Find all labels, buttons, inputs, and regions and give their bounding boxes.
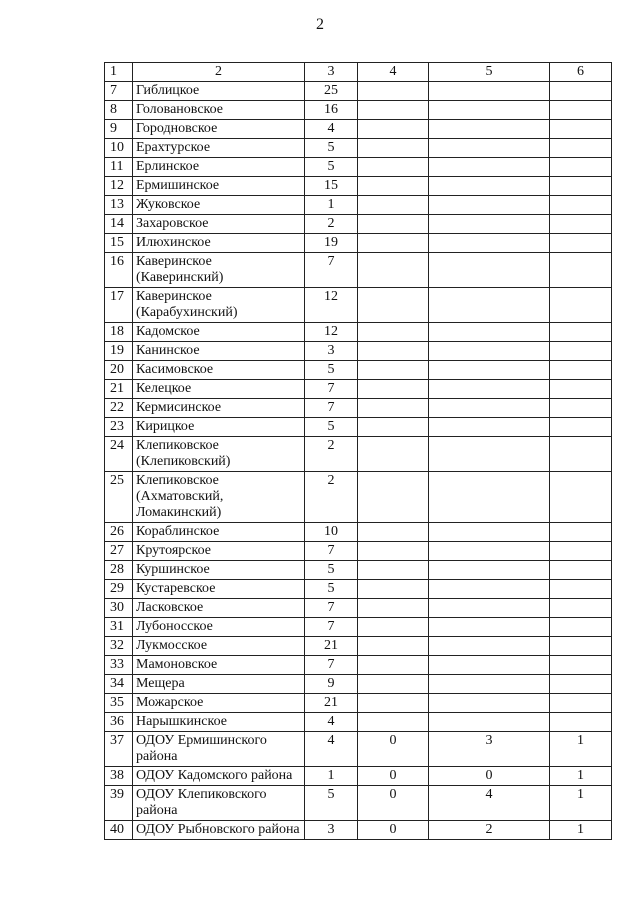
cell-c6 bbox=[550, 418, 612, 437]
cell-c3: 2 bbox=[305, 472, 358, 523]
cell-c4 bbox=[358, 523, 429, 542]
header-cell: 4 bbox=[358, 63, 429, 82]
table-row bbox=[105, 288, 612, 323]
table-row bbox=[105, 472, 612, 523]
cell-name: Мамоновское bbox=[133, 656, 305, 675]
cell-name: Клепиковское (Клепиковский) bbox=[133, 437, 305, 472]
cell-c4 bbox=[358, 82, 429, 101]
cell-c3: 2 bbox=[305, 437, 358, 472]
cell-n: 15 bbox=[105, 234, 133, 253]
cell-c4: 0 bbox=[358, 732, 429, 767]
cell-n: 17 bbox=[105, 288, 133, 323]
cell-c5 bbox=[429, 158, 550, 177]
table-row bbox=[105, 139, 612, 158]
cell-c4 bbox=[358, 234, 429, 253]
table-row bbox=[105, 618, 612, 637]
cell-c6 bbox=[550, 542, 612, 561]
cell-c3: 7 bbox=[305, 542, 358, 561]
cell-c5 bbox=[429, 215, 550, 234]
cell-c6 bbox=[550, 437, 612, 472]
cell-n: 18 bbox=[105, 323, 133, 342]
cell-c6: 1 bbox=[550, 767, 612, 786]
cell-name: Кермисинское bbox=[133, 399, 305, 418]
cell-c6 bbox=[550, 523, 612, 542]
cell-c4 bbox=[358, 472, 429, 523]
cell-name: Лукмосское bbox=[133, 637, 305, 656]
cell-c4 bbox=[358, 542, 429, 561]
table-row bbox=[105, 561, 612, 580]
table-row bbox=[105, 177, 612, 196]
cell-c4 bbox=[358, 713, 429, 732]
cell-c6 bbox=[550, 196, 612, 215]
table-row bbox=[105, 253, 612, 288]
cell-c5: 0 bbox=[429, 767, 550, 786]
cell-c4 bbox=[358, 580, 429, 599]
cell-name: Кирицкое bbox=[133, 418, 305, 437]
cell-c3: 4 bbox=[305, 713, 358, 732]
cell-name: Крутоярское bbox=[133, 542, 305, 561]
cell-c5 bbox=[429, 675, 550, 694]
table-row bbox=[105, 599, 612, 618]
cell-name: Клепиковское (Ахматовский, Ломакинский) bbox=[133, 472, 305, 523]
table-row bbox=[105, 196, 612, 215]
cell-n: 20 bbox=[105, 361, 133, 380]
cell-c4 bbox=[358, 361, 429, 380]
table-row bbox=[105, 637, 612, 656]
cell-n: 28 bbox=[105, 561, 133, 580]
cell-n: 12 bbox=[105, 177, 133, 196]
cell-c6 bbox=[550, 288, 612, 323]
cell-c6 bbox=[550, 618, 612, 637]
cell-name: Кадомское bbox=[133, 323, 305, 342]
cell-c4 bbox=[358, 158, 429, 177]
cell-c5: 3 bbox=[429, 732, 550, 767]
cell-c4 bbox=[358, 618, 429, 637]
cell-c5 bbox=[429, 561, 550, 580]
cell-c3: 7 bbox=[305, 253, 358, 288]
cell-c5 bbox=[429, 342, 550, 361]
table-row bbox=[105, 767, 612, 786]
cell-n: 24 bbox=[105, 437, 133, 472]
cell-n: 27 bbox=[105, 542, 133, 561]
cell-n: 10 bbox=[105, 139, 133, 158]
cell-n: 25 bbox=[105, 472, 133, 523]
cell-c5 bbox=[429, 542, 550, 561]
cell-c4 bbox=[358, 675, 429, 694]
cell-c3: 15 bbox=[305, 177, 358, 196]
cell-name: Городновское bbox=[133, 120, 305, 139]
cell-c3: 3 bbox=[305, 821, 358, 840]
cell-c6: 1 bbox=[550, 732, 612, 767]
cell-c5 bbox=[429, 253, 550, 288]
cell-name: Лубоносское bbox=[133, 618, 305, 637]
cell-c5 bbox=[429, 120, 550, 139]
cell-c4 bbox=[358, 380, 429, 399]
table-row bbox=[105, 523, 612, 542]
cell-name: Ерлинское bbox=[133, 158, 305, 177]
cell-c5 bbox=[429, 380, 550, 399]
cell-n: 35 bbox=[105, 694, 133, 713]
cell-c6 bbox=[550, 82, 612, 101]
cell-c5 bbox=[429, 101, 550, 120]
cell-name: Каверинское (Каверинский) bbox=[133, 253, 305, 288]
cell-c3: 5 bbox=[305, 158, 358, 177]
cell-c4 bbox=[358, 418, 429, 437]
cell-c5 bbox=[429, 637, 550, 656]
cell-name: Нарышкинское bbox=[133, 713, 305, 732]
cell-c4 bbox=[358, 120, 429, 139]
table-row bbox=[105, 361, 612, 380]
cell-c4 bbox=[358, 694, 429, 713]
cell-n: 36 bbox=[105, 713, 133, 732]
cell-c6 bbox=[550, 694, 612, 713]
cell-c6 bbox=[550, 599, 612, 618]
cell-c4 bbox=[358, 196, 429, 215]
cell-c6 bbox=[550, 342, 612, 361]
cell-c6 bbox=[550, 361, 612, 380]
cell-c4 bbox=[358, 561, 429, 580]
table-row bbox=[105, 656, 612, 675]
cell-c4: 0 bbox=[358, 767, 429, 786]
cell-name: ОДОУ Ермишинского района bbox=[133, 732, 305, 767]
table-row bbox=[105, 694, 612, 713]
cell-name: Ермишинское bbox=[133, 177, 305, 196]
cell-n: 14 bbox=[105, 215, 133, 234]
cell-n: 16 bbox=[105, 253, 133, 288]
table-row bbox=[105, 342, 612, 361]
cell-c3: 7 bbox=[305, 656, 358, 675]
cell-c3: 7 bbox=[305, 380, 358, 399]
cell-c4 bbox=[358, 637, 429, 656]
cell-c5 bbox=[429, 361, 550, 380]
cell-c4 bbox=[358, 599, 429, 618]
table-row bbox=[105, 437, 612, 472]
cell-c6 bbox=[550, 323, 612, 342]
cell-c6 bbox=[550, 215, 612, 234]
table-row bbox=[105, 713, 612, 732]
cell-c6: 1 bbox=[550, 821, 612, 840]
cell-c3: 7 bbox=[305, 399, 358, 418]
cell-c4 bbox=[358, 253, 429, 288]
header-cell: 5 bbox=[429, 63, 550, 82]
header-cell: 3 bbox=[305, 63, 358, 82]
cell-c5 bbox=[429, 323, 550, 342]
cell-n: 23 bbox=[105, 418, 133, 437]
cell-n: 32 bbox=[105, 637, 133, 656]
cell-c4 bbox=[358, 215, 429, 234]
table-row bbox=[105, 158, 612, 177]
table-row bbox=[105, 323, 612, 342]
cell-name: ОДОУ Клепиковского района bbox=[133, 786, 305, 821]
cell-c6 bbox=[550, 177, 612, 196]
cell-c4 bbox=[358, 342, 429, 361]
cell-c6 bbox=[550, 675, 612, 694]
table-row bbox=[105, 418, 612, 437]
cell-c4 bbox=[358, 288, 429, 323]
cell-n: 33 bbox=[105, 656, 133, 675]
cell-name: Кораблинское bbox=[133, 523, 305, 542]
table-row bbox=[105, 120, 612, 139]
cell-c4 bbox=[358, 656, 429, 675]
cell-c3: 16 bbox=[305, 101, 358, 120]
cell-c5 bbox=[429, 599, 550, 618]
table-row bbox=[105, 399, 612, 418]
table-row bbox=[105, 101, 612, 120]
table-row bbox=[105, 380, 612, 399]
cell-n: 39 bbox=[105, 786, 133, 821]
cell-c4 bbox=[358, 437, 429, 472]
cell-n: 30 bbox=[105, 599, 133, 618]
data-table bbox=[104, 62, 612, 840]
cell-c5 bbox=[429, 618, 550, 637]
cell-c5 bbox=[429, 580, 550, 599]
cell-c3: 5 bbox=[305, 580, 358, 599]
table-header-row bbox=[105, 63, 612, 82]
cell-c3: 7 bbox=[305, 599, 358, 618]
cell-name: Куршинское bbox=[133, 561, 305, 580]
cell-n: 26 bbox=[105, 523, 133, 542]
cell-c5 bbox=[429, 177, 550, 196]
cell-n: 11 bbox=[105, 158, 133, 177]
cell-c6 bbox=[550, 253, 612, 288]
cell-c3: 7 bbox=[305, 618, 358, 637]
cell-c5 bbox=[429, 437, 550, 472]
cell-c3: 5 bbox=[305, 786, 358, 821]
cell-c5 bbox=[429, 694, 550, 713]
cell-c6 bbox=[550, 120, 612, 139]
cell-name: Кустаревское bbox=[133, 580, 305, 599]
cell-c4 bbox=[358, 139, 429, 158]
cell-n: 7 bbox=[105, 82, 133, 101]
cell-c5 bbox=[429, 523, 550, 542]
cell-c3: 21 bbox=[305, 694, 358, 713]
cell-n: 31 bbox=[105, 618, 133, 637]
table-row bbox=[105, 732, 612, 767]
cell-c5 bbox=[429, 139, 550, 158]
cell-c6 bbox=[550, 656, 612, 675]
cell-name: Гиблицкое bbox=[133, 82, 305, 101]
header-cell: 1 bbox=[105, 63, 133, 82]
cell-c6 bbox=[550, 399, 612, 418]
cell-c6 bbox=[550, 380, 612, 399]
cell-name: Головановское bbox=[133, 101, 305, 120]
cell-c4: 0 bbox=[358, 786, 429, 821]
cell-c3: 10 bbox=[305, 523, 358, 542]
cell-c5 bbox=[429, 234, 550, 253]
cell-c4 bbox=[358, 323, 429, 342]
cell-c5 bbox=[429, 399, 550, 418]
cell-c5 bbox=[429, 713, 550, 732]
cell-c4 bbox=[358, 177, 429, 196]
cell-c5: 2 bbox=[429, 821, 550, 840]
table-row bbox=[105, 82, 612, 101]
cell-c6: 1 bbox=[550, 786, 612, 821]
cell-c3: 5 bbox=[305, 139, 358, 158]
cell-c3: 1 bbox=[305, 196, 358, 215]
table-row bbox=[105, 542, 612, 561]
cell-c6 bbox=[550, 101, 612, 120]
cell-name: ОДОУ Рыбновского района bbox=[133, 821, 305, 840]
cell-n: 34 bbox=[105, 675, 133, 694]
cell-name: Мещера bbox=[133, 675, 305, 694]
cell-c3: 1 bbox=[305, 767, 358, 786]
table-row bbox=[105, 675, 612, 694]
cell-c5 bbox=[429, 656, 550, 675]
cell-c5 bbox=[429, 196, 550, 215]
cell-c5 bbox=[429, 82, 550, 101]
cell-c4: 0 bbox=[358, 821, 429, 840]
cell-n: 13 bbox=[105, 196, 133, 215]
header-cell: 6 bbox=[550, 63, 612, 82]
cell-c3: 4 bbox=[305, 120, 358, 139]
cell-n: 19 bbox=[105, 342, 133, 361]
cell-c3: 2 bbox=[305, 215, 358, 234]
cell-n: 9 bbox=[105, 120, 133, 139]
cell-c5 bbox=[429, 288, 550, 323]
cell-name: Захаровское bbox=[133, 215, 305, 234]
cell-c3: 21 bbox=[305, 637, 358, 656]
header-cell: 2 bbox=[133, 63, 305, 82]
cell-c6 bbox=[550, 472, 612, 523]
cell-c3: 12 bbox=[305, 323, 358, 342]
cell-name: Ерахтурское bbox=[133, 139, 305, 158]
cell-c3: 9 bbox=[305, 675, 358, 694]
cell-name: Ласковское bbox=[133, 599, 305, 618]
cell-c3: 19 bbox=[305, 234, 358, 253]
cell-n: 37 bbox=[105, 732, 133, 767]
cell-n: 22 bbox=[105, 399, 133, 418]
cell-name: Касимовское bbox=[133, 361, 305, 380]
cell-name: Можарское bbox=[133, 694, 305, 713]
cell-name: ОДОУ Кадомского района bbox=[133, 767, 305, 786]
cell-name: Илюхинское bbox=[133, 234, 305, 253]
table-row bbox=[105, 786, 612, 821]
cell-c3: 4 bbox=[305, 732, 358, 767]
cell-c5 bbox=[429, 418, 550, 437]
cell-name: Канинское bbox=[133, 342, 305, 361]
cell-c6 bbox=[550, 234, 612, 253]
cell-c6 bbox=[550, 713, 612, 732]
cell-c3: 25 bbox=[305, 82, 358, 101]
cell-name: Каверинское (Карабухинский) bbox=[133, 288, 305, 323]
table-row bbox=[105, 821, 612, 840]
cell-c3: 5 bbox=[305, 361, 358, 380]
cell-c4 bbox=[358, 399, 429, 418]
cell-c6 bbox=[550, 580, 612, 599]
page-number: 2 bbox=[316, 16, 324, 33]
table-row bbox=[105, 215, 612, 234]
cell-c6 bbox=[550, 158, 612, 177]
cell-c6 bbox=[550, 561, 612, 580]
cell-name: Келецкое bbox=[133, 380, 305, 399]
cell-c6 bbox=[550, 637, 612, 656]
cell-c3: 5 bbox=[305, 561, 358, 580]
cell-n: 29 bbox=[105, 580, 133, 599]
cell-c5 bbox=[429, 472, 550, 523]
table-row bbox=[105, 234, 612, 253]
cell-n: 38 bbox=[105, 767, 133, 786]
cell-name: Жуковское bbox=[133, 196, 305, 215]
cell-c3: 5 bbox=[305, 418, 358, 437]
cell-c3: 12 bbox=[305, 288, 358, 323]
cell-c5: 4 bbox=[429, 786, 550, 821]
table-row bbox=[105, 580, 612, 599]
cell-n: 21 bbox=[105, 380, 133, 399]
cell-c6 bbox=[550, 139, 612, 158]
cell-c4 bbox=[358, 101, 429, 120]
cell-c3: 3 bbox=[305, 342, 358, 361]
cell-n: 8 bbox=[105, 101, 133, 120]
cell-n: 40 bbox=[105, 821, 133, 840]
